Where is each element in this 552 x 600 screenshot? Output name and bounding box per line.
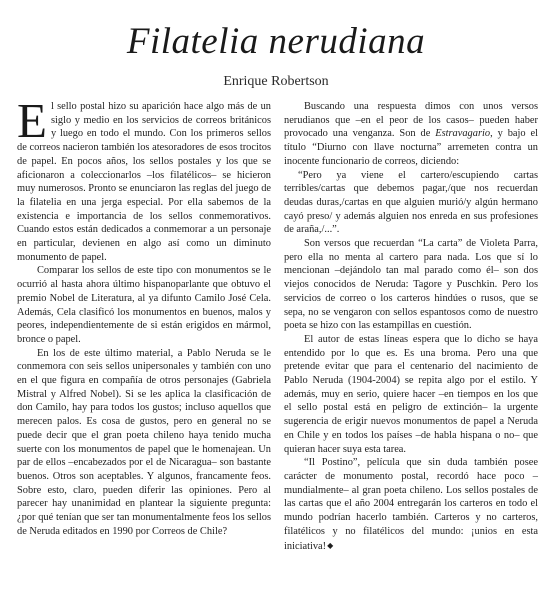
paragraph: [17, 93, 271, 264]
end-mark-icon: ◆: [327, 540, 334, 550]
book-title: Estravagario: [435, 128, 491, 140]
paragraph: El autor de estas líneas espera que lo dicho se haya entendido por lo que es. Es una broma. Pero una que pretende evitar que para el centenario del nacimiento de Pablo Neruda (1904-2004) se repita algo por el estilo. Y además, muy en serio, quiere hacer –en tiempos en los que el sello postal está en peligro de extinción– la urgente sugerencia de erigir nuevos monumentos de papel a Neruda en Chile y en todos los países –de habla hispana o no– que quieran hacer suya esta tarea.: [284, 333, 538, 455]
paragraph-text: “Il Postino”, película que sin duda también posee carácter de monumento postal, recordó hace poco –mundialmente– al gran poeta chileno. Los sellos postales de las cartas que el año 2004 entregarán los carteros en todo el mundo podrían hacerlo también. Carteros y no carteros, filatélicos y no filatélicos del mundo: ¡unios en esta iniciativa!: [284, 457, 538, 552]
paragraph: En los de este último material, a Pablo Neruda se le conmemora con seis sellos unipersonales y también con uno en el que figura en compañía de otros personajes (Gabriela Mistral y Alfred Nobel). Si se les aplica la clasificación de don Camilo, hay para todos los gustos; incluso aquellos que merecen palos. Es cosa de gustos, pero en general no se puede decir que el gran poeta chileno haya tenido mucha suerte con los monumentos de papel que le homenajean. Un par de ellos –encabezados por el de Nicaragua– son bastante buenos. Otros son aceptables. Y algunos, francamente feos. Sobre esto, claro, pueden diferir las opiniones. Pero al parecer hay unanimidad en plantear la siguiente pregunta: ¿por qué tenían que ser tan monumentalmente feos los sellos de Neruda editados en 1990 por Correos de Chile?: [17, 347, 271, 537]
article-title: Filatelia nerudiana: [126, 21, 426, 62]
left-column: [17, 93, 271, 539]
paragraph-text: Buscando una respuesta dimos con unos versos nerudianos que –en el peor de los casos– pueden haber provocado una venganza. Son de: [284, 101, 538, 140]
verse-quote: “Pero ya viene el cartero/escupiendo cartas terribles/cartas que debemos pagar,/que nos recuerdan deudas duras,/cartas en que alguien murió/y algún hermano cayó preso/ y además alguien nos enreda en sus profesiones de araña,/...”.: [284, 169, 538, 236]
paragraph-text: l sello postal hizo su aparición hace algo más de un siglo y medio en los servicios de correos británicos y luego en todo el mundo. Con los primeros sellos de correos nacieron también los atesoradores de esos trocitos de papel. En pocos años, los sellos postales y los que se aficionaron a coleccionarlos –los filatélicos– se hicieron muy numerosos. Pronto se enunciaron las reglas del juego de la filatelia en una jerga especial. Por ella sabemos de la existencia e importancia de los sellos conmemorativos. Cuando estos están dedicados a conmemorar a un personaje en particular, devienen en algo así como un diminuto monumento de papel.: [17, 101, 271, 263]
drop-cap: E: [17, 93, 47, 148]
paragraph: Son versos que recuerdan “La carta” de Violeta Parra, pero ella no menta al cartero para nada. Los que sí lo mencionan –dejándolo tan mal parado como él– son dos viejos conocidos de Neruda: Tagore y Puschkin. Pero los servicios de correo o los carteros hindúes o rusos, que se sepa, no se vengaron con sellos espantosos como de nuestro poeta se hizo con las estampillas en cuestión.: [284, 238, 538, 332]
paragraph: [284, 100, 538, 169]
right-column: [284, 100, 538, 553]
paragraph-text: , y bajo el título “Diurno con llave nocturna” arremeten contra un inocente funcionario de correos, diciendo:: [284, 128, 538, 167]
article-author: Enrique Robertson: [223, 74, 329, 89]
paragraph: Comparar los sellos de este tipo con monumentos se le ocurrió al hasta ahora último hispanoparlante que obtuvo el premio Nobel de Literatura, al ya difunto Camilo José Cela. Además, Cela clasificó los monumentos en buenos, malos y peores, independientemente de si están erigidos en mármol, bronce o papel.: [17, 265, 271, 345]
paragraph: [284, 456, 538, 553]
